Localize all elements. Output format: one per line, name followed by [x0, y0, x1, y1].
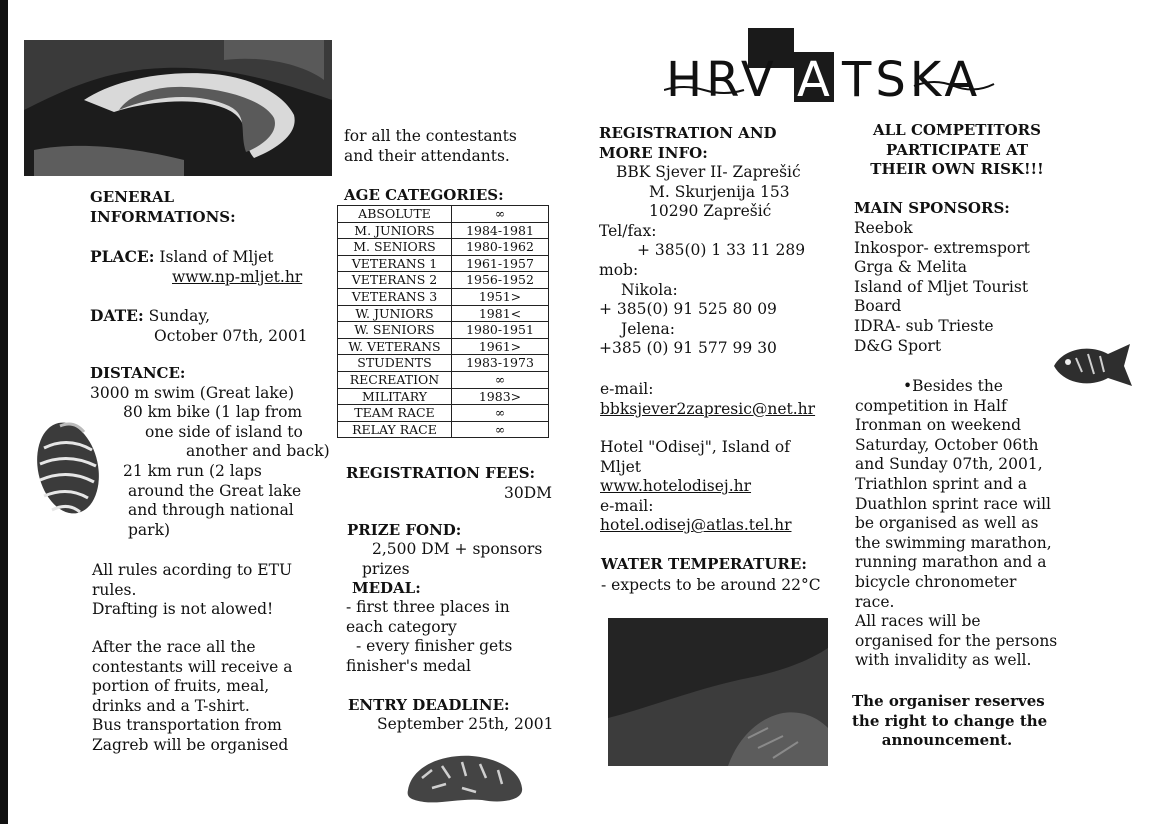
age-category-name: MILITARY	[338, 388, 452, 405]
age-category-name: STUDENTS	[338, 355, 452, 372]
age-category-name: M. JUNIORS	[338, 222, 452, 239]
main-sponsors-heading: MAIN SPONSORS:	[854, 199, 1010, 217]
email-block	[600, 380, 815, 419]
age-category-name: VETERANS 2	[338, 272, 452, 289]
age-row	[338, 239, 549, 256]
water-temperature-value: - expects to be around 22°C	[601, 576, 821, 594]
age-category-name: TEAM RACE	[338, 405, 452, 422]
scan-edge-left	[0, 0, 8, 824]
address-line: BBK Sjever II- Zaprešić	[616, 163, 801, 181]
besides-block: •Besides the competition in Half Ironman on weekend Saturday, October 06th and Sunday 07th, 2001, Triathlon sprint and a Duathlon sprint race will be organised as well as the swimming marathon, running marathon and a bicycle chronometer race. All races will be organised for the persons with invalidity as well.	[855, 377, 1058, 670]
entry-deadline-value: September 25th, 2001	[377, 715, 554, 733]
medal-block: - first three places in each category - every finisher gets finisher's medal	[346, 598, 513, 675]
sponsor-item: Island of Mljet Tourist	[854, 277, 1029, 296]
logo-text-right: TSKA	[842, 52, 982, 108]
age-row	[338, 421, 549, 438]
sponsor-item: Board	[854, 297, 902, 316]
age-row	[338, 338, 549, 355]
coral-rock-illustration	[402, 748, 526, 806]
age-row	[338, 272, 549, 289]
hotel-url-link[interactable]: www.hotelodisej.hr	[600, 477, 752, 496]
risk-notice: ALL COMPETITORS PARTICIPATE AT THEIR OWN RISK!!!	[870, 121, 1044, 179]
age-category-years: 1981<	[452, 305, 549, 322]
sponsor-item: Reebok	[854, 219, 913, 237]
prize-fund-heading: PRIZE FOND:	[347, 521, 462, 539]
age-category-name: W. SENIORS	[338, 322, 452, 339]
place-value: Island of Mljet	[159, 248, 274, 266]
sponsors-list	[854, 219, 1030, 356]
mob-label: mob:	[599, 260, 639, 279]
sponsor-item: Grga & Melita	[854, 258, 968, 277]
fish-illustration	[1046, 338, 1138, 394]
age-category-name: W. VETERANS	[338, 338, 452, 355]
address-line: 10290 Zaprešić	[649, 202, 772, 221]
distance-block	[90, 364, 330, 540]
date-label: DATE:	[90, 306, 144, 325]
age-categories-heading: AGE CATEGORIES:	[344, 186, 504, 204]
prize-fund-block: 2,500 DM + sponsors prizes	[362, 540, 543, 578]
age-row	[338, 322, 549, 339]
place-block	[90, 247, 302, 287]
logo-text-box: A	[797, 52, 834, 108]
age-category-name: VETERANS 3	[338, 288, 452, 305]
distance-label: DISTANCE:	[90, 364, 186, 382]
place-url-link[interactable]: www.np-mljet.hr	[172, 267, 303, 286]
age-category-years: 1980-1962	[452, 239, 549, 256]
age-category-years: 1980-1951	[452, 322, 549, 339]
island-aerial-photo	[24, 40, 332, 176]
sponsor-item: D&G Sport	[854, 336, 942, 355]
contact-block	[599, 163, 805, 359]
age-category-years: 1983>	[452, 388, 549, 405]
after-race-block: After the race all the contestants will receive a portion of fruits, meal, drinks and a T-shirt. Bus transportation from Zagreb will be organised	[92, 638, 293, 754]
distance-line: 21 km run (2 laps	[123, 461, 262, 480]
age-category-name: W. JUNIORS	[338, 305, 452, 322]
contact-phone: +385 (0) 91 577 99 30	[599, 339, 777, 358]
distance-line: one side of island to	[145, 422, 303, 441]
email-label: e-mail:	[600, 380, 654, 398]
entry-deadline-heading: ENTRY DEADLINE:	[348, 696, 510, 714]
organiser-notice: The organiser reserves the right to change the announcement.	[852, 692, 1048, 750]
email-link[interactable]: bbksjever2zapresic@net.hr	[600, 399, 816, 418]
general-info-heading: GENERAL INFORMATIONS:	[90, 188, 236, 226]
distance-line: 80 km bike (1 lap from	[123, 403, 303, 422]
age-category-years: ∞	[452, 421, 549, 438]
telfax-label: Tel/fax:	[599, 221, 657, 240]
hotel-email-link[interactable]: hotel.odisej@atlas.tel.hr	[600, 516, 792, 535]
age-categories-table	[337, 205, 549, 438]
age-row	[338, 222, 549, 239]
age-category-years: 1951>	[452, 288, 549, 305]
age-row	[338, 355, 549, 372]
distance-line: another and back)	[186, 442, 330, 461]
age-row	[338, 255, 549, 272]
medal-heading: MEDAL:	[352, 579, 421, 597]
date-block	[90, 306, 308, 346]
age-category-name: ABSOLUTE	[338, 206, 452, 223]
age-row	[338, 206, 549, 223]
seashell-illustration	[30, 418, 102, 524]
registration-info-heading: REGISTRATION AND MORE INFO:	[599, 124, 777, 162]
age-category-years: 1961>	[452, 338, 549, 355]
distance-line: around the Great lake	[128, 481, 302, 500]
distance-line: 3000 m swim (Great lake)	[90, 383, 295, 402]
age-row	[338, 388, 549, 405]
intro-continued: for all the contestants and their attendants.	[344, 127, 517, 165]
registration-fees-value: 30DM	[504, 484, 553, 502]
age-category-years: 1961-1957	[452, 255, 549, 272]
registration-fees-heading: REGISTRATION FEES:	[346, 464, 536, 482]
logo-text-left: HRV	[666, 52, 778, 108]
age-category-name: M. SENIORS	[338, 239, 452, 256]
coast-photo	[608, 618, 828, 766]
date-value: Sunday,	[148, 307, 211, 325]
contact-name: Nikola:	[621, 280, 678, 299]
age-category-name: RELAY RACE	[338, 421, 452, 438]
distance-line: and through national	[128, 501, 294, 520]
age-category-years: ∞	[452, 405, 549, 422]
hotel-email-label: e-mail:	[600, 496, 654, 515]
age-category-years: 1956-1952	[452, 272, 549, 289]
age-category-name: VETERANS 1	[338, 255, 452, 272]
telfax-value: + 385(0) 1 33 11 289	[637, 241, 806, 260]
date-line2: October 07th, 2001	[154, 326, 308, 345]
rules-block: All rules acording to ETU rules. Drafting is not alowed!	[92, 561, 293, 619]
hotel-block: Hotel "Odisej", Island of Mljet www.hotelodisej.hr e-mail: hotel.odisej@atlas.tel.hr	[600, 438, 792, 535]
age-category-name: RECREATION	[338, 371, 452, 388]
age-row	[338, 405, 549, 422]
age-category-years: ∞	[452, 206, 549, 223]
sponsor-item: IDRA- sub Trieste	[854, 316, 994, 335]
age-category-years: 1984-1981	[452, 222, 549, 239]
water-temperature-heading: WATER TEMPERATURE:	[601, 555, 807, 573]
contact-name: Jelena:	[621, 319, 675, 338]
hrvatska-logo	[664, 28, 1004, 108]
sponsor-item: Inkospor- extremsport	[854, 238, 1030, 257]
contact-phone: + 385(0) 91 525 80 09	[599, 300, 777, 319]
age-row	[338, 371, 549, 388]
place-label: PLACE:	[90, 247, 155, 266]
distance-line: park)	[128, 520, 171, 539]
age-row	[338, 305, 549, 322]
age-row	[338, 288, 549, 305]
address-line: M. Skurjenija 153	[649, 182, 790, 201]
age-category-years: ∞	[452, 371, 549, 388]
age-category-years: 1983-1973	[452, 355, 549, 372]
